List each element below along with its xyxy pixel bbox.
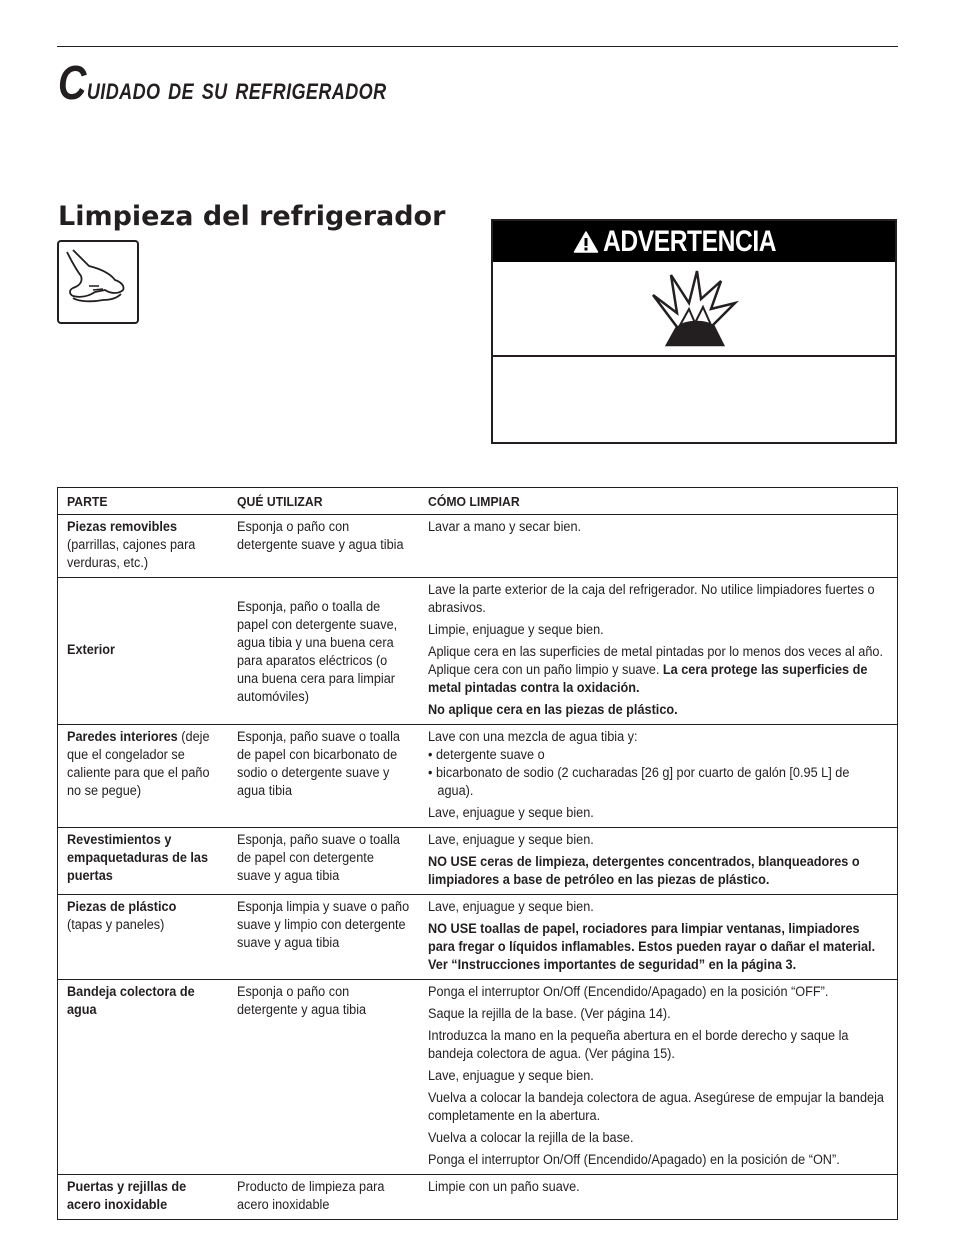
how-cell: Lave, enjuague y seque bien. NO USE toallas de papel, rociadores para limpiar ventanas, limpiadores para fregar o líquidos inflamables. Estos pueden rayar o dañar el material. Ver “Instrucciones importantes de seguridad” en la página 3. — [419, 895, 898, 980]
what-cell: Esponja, paño suave o toalla de papel con bicarbonato de sodio o detergente suave y agua tibia — [228, 725, 419, 828]
table-row — [58, 578, 898, 725]
table-row — [58, 828, 898, 895]
how-cell: Lave, enjuague y seque bien. NO USE ceras de limpieza, detergentes concentrados, blanqueadores o limpiadores a base de petróleo en las piezas de plástico. — [419, 828, 898, 895]
what-cell: Esponja o paño con detergente suave y agua tibia — [228, 515, 419, 578]
how-cell: Lave la parte exterior de la caja del refrigerador. No utilice limpiadores fuertes o abrasivos. Limpie, enjuague y seque bien. Aplique cera en las superficies de metal pintadas por lo menos dos veces al año. Aplique cera con un paño limpio y suave. La cera protege las superficies de metal pintadas contra la oxidación. No aplique cera en las piezas de plástico. — [419, 578, 898, 725]
part-cell: Piezas removibles (parrillas, cajones para verduras, etc.) — [58, 515, 229, 578]
cleaning-table — [57, 487, 898, 1220]
warning-label: ADVERTENCIA — [603, 224, 777, 258]
table-row — [58, 725, 898, 828]
warning-header — [493, 221, 895, 262]
part-cell: Paredes interiores (deje que el congelador se caliente para que el paño no se pegue) — [58, 725, 229, 828]
hand-wiping-icon — [57, 240, 139, 324]
header-how: CÓMO LIMPIAR — [419, 488, 898, 515]
section-title: Limpieza del refrigerador — [58, 201, 446, 232]
chapter-title: Cuidado de su refrigerador — [58, 57, 387, 110]
table-row — [58, 515, 898, 578]
what-cell: Esponja o paño con detergente y agua tibia — [228, 980, 419, 1175]
how-cell: Limpie con un paño suave. — [419, 1175, 898, 1220]
alert-triangle-icon — [573, 230, 599, 254]
what-cell: Esponja limpia y suave o paño suave y limpio con detergente suave y agua tibia — [228, 895, 419, 980]
part-cell: Exterior — [58, 578, 229, 725]
how-cell: Lave con una mezcla de agua tibia y: • detergente suave o • bicarbonato de sodio (2 cucharadas [26 g] por cuarto de galón [0.95 L] de agua). Lave, enjuague y seque bien. — [419, 725, 898, 828]
table-row — [58, 895, 898, 980]
explosion-icon — [649, 269, 739, 349]
what-cell: Producto de limpieza para acero inoxidable — [228, 1175, 419, 1220]
what-cell: Esponja, paño o toalla de papel con detergente suave, agua tibia y una buena cera para aparatos eléctricos (o una buena cera para limpiar automóviles) — [228, 578, 419, 725]
how-cell: Ponga el interruptor On/Off (Encendido/Apagado) en la posición “OFF”. Saque la rejilla de la base. (Ver página 14). Introduzca la mano en la pequeña abertura en el borde derecho y saque la bandeja colectora de agua. (Ver página 15). Lave, enjuague y seque bien. Vuelva a colocar la bandeja colectora de agua. Asegúrese de empujar la bandeja completamente en la abertura. Vuelva a colocar la rejilla de la base. Ponga el interruptor On/Off (Encendido/Apagado) en la posición de “ON”. — [419, 980, 898, 1175]
part-cell: Revestimientos y empaquetaduras de las puertas — [58, 828, 229, 895]
part-cell: Piezas de plástico (tapas y paneles) — [58, 895, 229, 980]
table-row — [58, 1175, 898, 1220]
table-row — [58, 980, 898, 1175]
header-what: QUÉ UTILIZAR — [228, 488, 419, 515]
what-cell: Esponja, paño suave o toalla de papel con detergente suave y agua tibia — [228, 828, 419, 895]
table-header-row — [58, 488, 898, 515]
top-rule — [57, 46, 898, 47]
how-cell: Lavar a mano y secar bien. — [419, 515, 898, 578]
warning-symbol-area — [493, 262, 895, 357]
warning-text-area — [493, 357, 895, 442]
part-cell: Puertas y rejillas de acero inoxidable — [58, 1175, 229, 1220]
part-cell: Bandeja colectora de agua — [58, 980, 229, 1175]
warning-box — [491, 219, 897, 444]
header-part: PARTE — [58, 488, 229, 515]
